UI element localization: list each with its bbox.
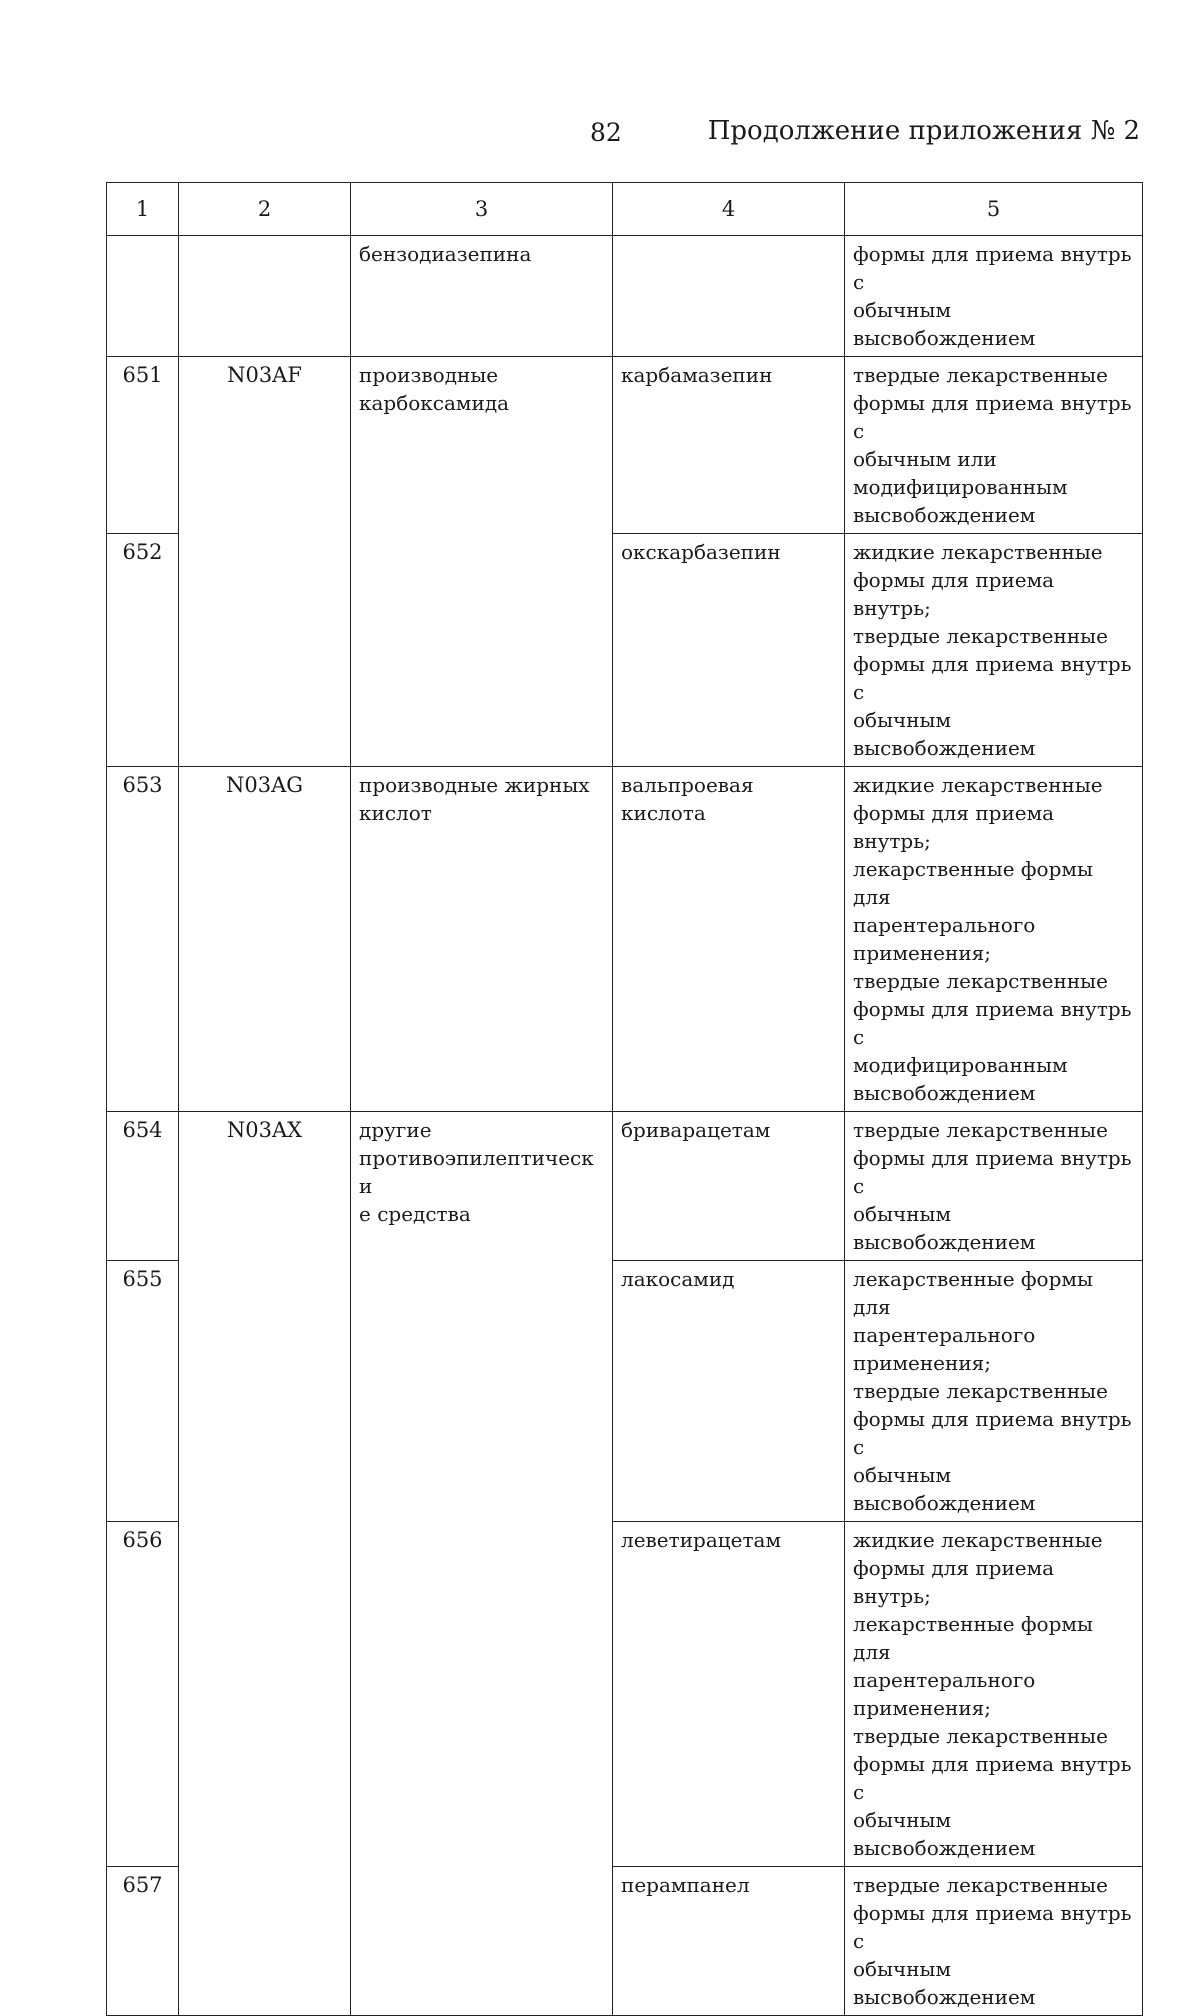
dosage-form-line: обычным высвобождением — [853, 708, 1036, 760]
dosage-form-line: обычным высвобождением — [853, 1808, 1036, 1860]
row-number: 652 — [107, 534, 179, 767]
dosage-form — [845, 534, 1143, 767]
drug-name: бриварацетам — [613, 1112, 845, 1261]
row-number — [107, 236, 179, 357]
dosage-form-line: твердые лекарственные — [853, 1118, 1108, 1142]
drug-name: леветирацетам — [613, 1522, 845, 1867]
page-title: Продолжение приложения № 2 — [707, 116, 1140, 146]
row-number: 651 — [107, 357, 179, 534]
group-name — [351, 1112, 613, 2016]
dosage-form-line: парентерального — [853, 1668, 1036, 1692]
dosage-form-line: модифицированным — [853, 475, 1068, 499]
atc-code — [179, 236, 351, 357]
drug-name — [613, 236, 845, 357]
dosage-form-line: формы для приема внутрь с — [853, 391, 1132, 443]
dosage-form — [845, 1261, 1143, 1522]
atc-code: N03AG — [179, 767, 351, 1112]
page-number: 82 — [590, 118, 622, 147]
dosage-form — [845, 1867, 1143, 2016]
dosage-form-line: обычным высвобождением — [853, 1957, 1036, 2009]
group-name-line: производные жирных — [359, 773, 590, 797]
dosage-form-line: обычным высвобождением — [853, 1463, 1036, 1515]
dosage-form-line: жидкие лекарственные — [853, 773, 1103, 797]
group-name — [351, 767, 613, 1112]
dosage-form-line: обычным или — [853, 447, 997, 471]
dosage-form — [845, 1112, 1143, 1261]
dosage-form-line: твердые лекарственные — [853, 1724, 1108, 1748]
column-header: 3 — [351, 183, 613, 236]
table-row — [107, 1112, 1143, 1261]
group-name-line: производные — [359, 363, 499, 387]
table-row — [107, 357, 1143, 534]
dosage-form-line: твердые лекарственные — [853, 1379, 1108, 1403]
dosage-form-line: формы для приема внутрь с — [853, 997, 1132, 1049]
dosage-form-line: твердые лекарственные — [853, 624, 1108, 648]
drug-name: перампанел — [613, 1867, 845, 2016]
row-number: 657 — [107, 1867, 179, 2016]
dosage-form-line: лекарственные формы для — [853, 1612, 1093, 1664]
dosage-form-line: обычным высвобождением — [853, 298, 1036, 350]
dosage-form-line: твердые лекарственные — [853, 1873, 1108, 1897]
dosage-form-line: жидкие лекарственные — [853, 1528, 1103, 1552]
dosage-form-line: твердые лекарственные — [853, 969, 1108, 993]
drug-name: лакосамид — [613, 1261, 845, 1522]
atc-code: N03AF — [179, 357, 351, 767]
dosage-form-line: парентерального — [853, 913, 1036, 937]
group-name: бензодиазепина — [351, 236, 613, 357]
drug-name: окскарбазепин — [613, 534, 845, 767]
dosage-form-line: лекарственные формы для — [853, 1267, 1093, 1319]
group-name-line: противоэпилептически — [359, 1146, 594, 1198]
dosage-form-line: формы для приема внутрь с — [853, 1146, 1132, 1198]
group-name-line: другие — [359, 1118, 432, 1142]
column-header: 2 — [179, 183, 351, 236]
dosage-form-line: высвобождением — [853, 503, 1036, 527]
dosage-form-line: твердые лекарственные — [853, 363, 1108, 387]
dosage-form-line: лекарственные формы для — [853, 857, 1093, 909]
dosage-form-line: формы для приема внутрь; — [853, 1556, 1055, 1608]
column-header: 4 — [613, 183, 845, 236]
dosage-form-line: применения; — [853, 1696, 992, 1720]
dosage-form — [845, 357, 1143, 534]
row-number: 654 — [107, 1112, 179, 1261]
dosage-form — [845, 767, 1143, 1112]
dosage-form-line: высвобождением — [853, 1081, 1036, 1105]
dosage-form-line: применения; — [853, 941, 992, 965]
dosage-form-line: формы для приема внутрь; — [853, 801, 1055, 853]
row-number: 655 — [107, 1261, 179, 1522]
atc-code: N03AX — [179, 1112, 351, 2016]
dosage-form — [845, 1522, 1143, 1867]
group-name-line: карбоксамида — [359, 391, 510, 415]
table-row — [107, 236, 1143, 357]
drug-name: вальпроевая кислота — [613, 767, 845, 1112]
group-name-line: е средства — [359, 1202, 471, 1226]
group-name-line: кислот — [359, 801, 432, 825]
dosage-form-line: формы для приема внутрь с — [853, 652, 1132, 704]
group-name — [351, 357, 613, 767]
table-header-row — [107, 183, 1143, 236]
row-number: 656 — [107, 1522, 179, 1867]
dosage-form-line: формы для приема внутрь с — [853, 242, 1132, 294]
dosage-form-line: формы для приема внутрь с — [853, 1752, 1132, 1804]
dosage-form-line: парентерального — [853, 1323, 1036, 1347]
dosage-form — [845, 236, 1143, 357]
dosage-form-line: применения; — [853, 1351, 992, 1375]
dosage-form-line: формы для приема внутрь с — [853, 1407, 1132, 1459]
dosage-form-line: модифицированным — [853, 1053, 1068, 1077]
drug-name: карбамазепин — [613, 357, 845, 534]
dosage-form-line: формы для приема внутрь с — [853, 1901, 1132, 1953]
column-header: 5 — [845, 183, 1143, 236]
dosage-form-line: жидкие лекарственные — [853, 540, 1103, 564]
table-row — [107, 767, 1143, 1112]
medicines-table — [106, 182, 1143, 2016]
column-header: 1 — [107, 183, 179, 236]
row-number: 653 — [107, 767, 179, 1112]
dosage-form-line: обычным высвобождением — [853, 1202, 1036, 1254]
dosage-form-line: формы для приема внутрь; — [853, 568, 1055, 620]
